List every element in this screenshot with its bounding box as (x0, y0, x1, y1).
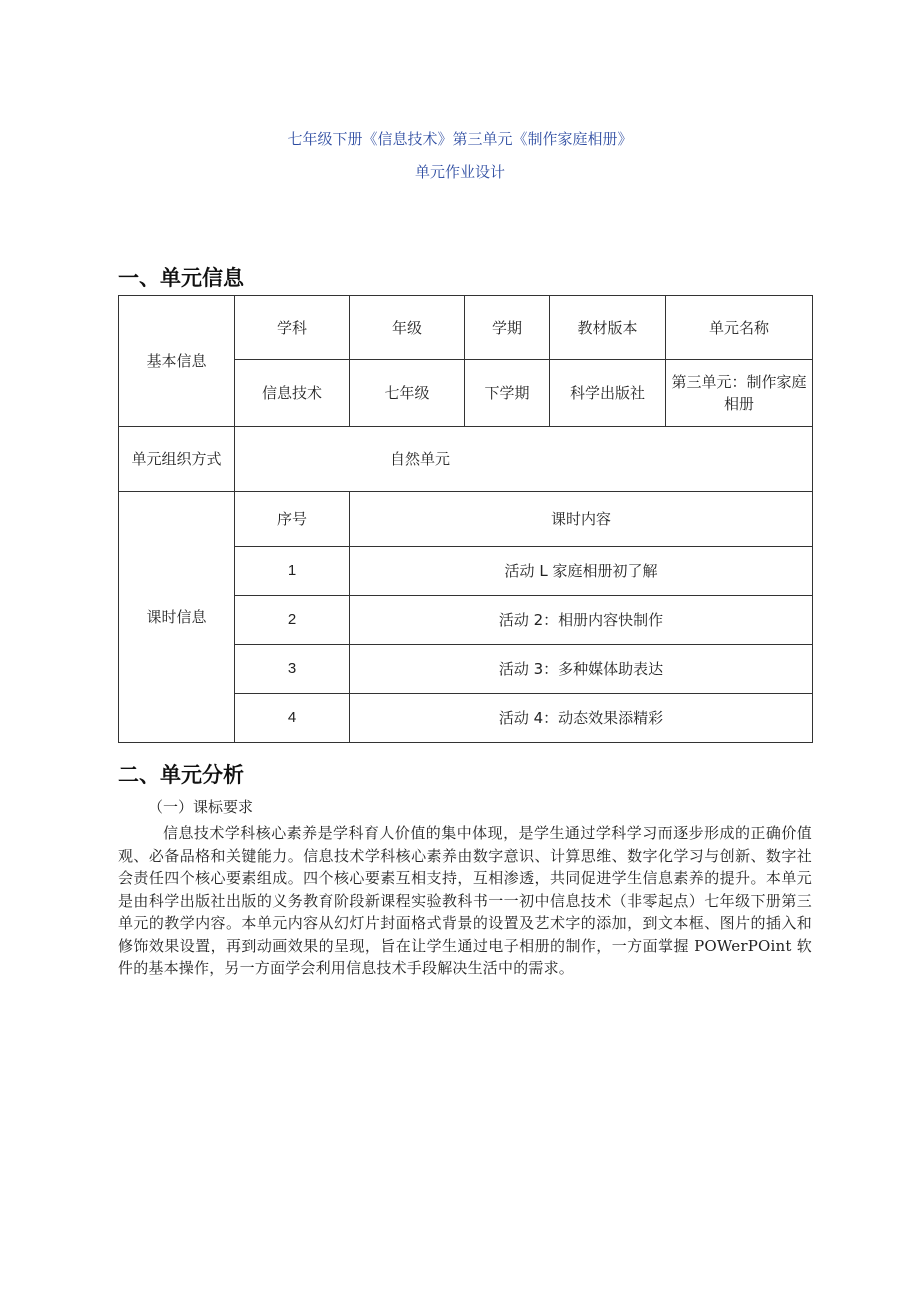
column-header-grade: 年级 (350, 296, 465, 360)
org-method-label: 单元组织方式 (119, 427, 235, 492)
body-paragraph: 信息技术学科核心素养是学科育人价值的集中体现，是学生通过学科学习而逐步形成的正确价值观、必备品格和关键能力。信息技术学科核心素养由数字意识、计算思维、数字化学习与创新、数字社会责任四个核心要素组成。四个核心要素互相支持，互相渗透，共同促进学生信息素养的提升。本单元是由科学出版社出版的义务教育阶段新课程实验教科书一一初中信息技术（非零起点）七年级下册第三单元的教学内容。本单元内容从幻灯片封面格式背景的设置及艺术字的添加，到文本框、图片的插入和修饰效果设置，再到动画效果的呈现，旨在让学生通过电子相册的制作，一方面掌握 POWerPOint 软件的基本操作，另一方面学会利用信息技术手段解决生活中的需求。 (118, 824, 812, 977)
lesson-info-label: 课时信息 (119, 492, 235, 743)
basic-info-label: 基本信息 (119, 296, 235, 427)
lesson-content: 活动 3：多种媒体助表达 (350, 645, 813, 694)
subheading-curriculum-requirements: （一）课标要求 (148, 798, 254, 816)
lesson-content: 活动 2：相册内容快制作 (350, 596, 813, 645)
org-method-value: 自然单元 (235, 427, 813, 492)
document-title: 七年级下册《信息技术》第三单元《制作家庭相册》 (287, 130, 633, 148)
column-header-unit-name: 单元名称 (666, 296, 813, 360)
value-grade: 七年级 (350, 360, 465, 427)
lesson-number: 1 (235, 547, 350, 596)
lesson-content: 活动 4：动态效果添精彩 (350, 694, 813, 743)
table-row (119, 427, 813, 492)
lesson-header-number: 序号 (235, 492, 350, 547)
lesson-number: 4 (235, 694, 350, 743)
document-subtitle: 单元作业设计 (414, 163, 505, 181)
column-header-subject: 学科 (235, 296, 350, 360)
value-unit-name: 第三单元：制作家庭相册 (666, 360, 813, 427)
value-subject: 信息技术 (235, 360, 350, 427)
lesson-number: 3 (235, 645, 350, 694)
table-row (119, 296, 813, 360)
section-heading-unit-info: 一、单元信息 (118, 266, 244, 290)
column-header-semester: 学期 (465, 296, 550, 360)
lesson-content: 活动 L 家庭相册初了解 (350, 547, 813, 596)
lesson-header-content: 课时内容 (350, 492, 813, 547)
unit-info-table (118, 295, 813, 743)
section-heading-unit-analysis: 二、单元分析 (118, 763, 244, 787)
table-row (119, 492, 813, 547)
column-header-textbook: 教材版本 (550, 296, 666, 360)
value-textbook: 科学出版社 (550, 360, 666, 427)
value-semester: 下学期 (465, 360, 550, 427)
lesson-number: 2 (235, 596, 350, 645)
